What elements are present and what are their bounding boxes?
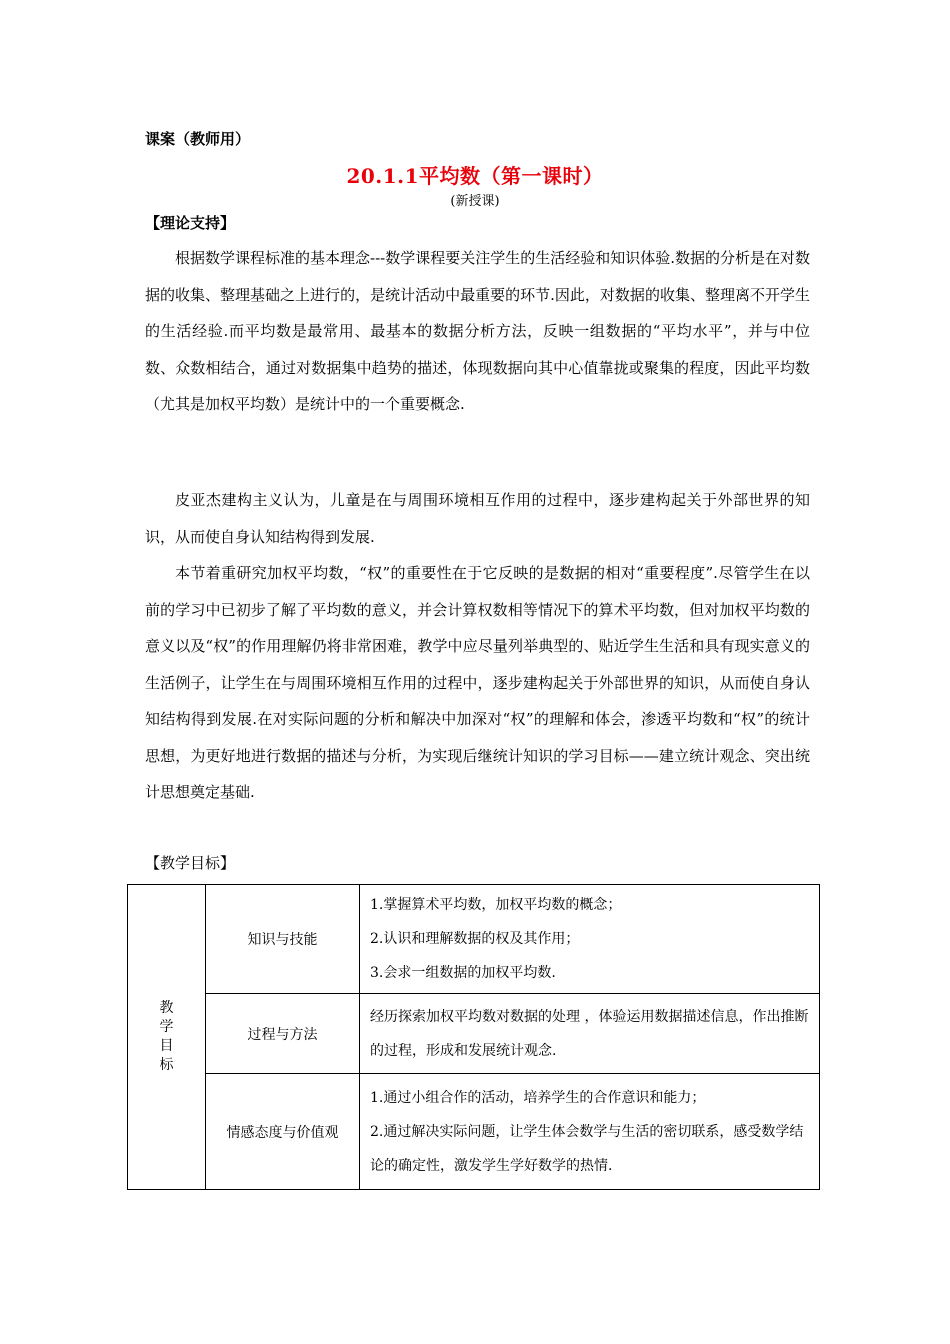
objective-line: 2.通过解决实际问题，让学生体会数学与生活的密切联系，感受数学结论的确定性，激发学生学好数学的热情. [370, 1123, 804, 1174]
objective-line: 经历探索加权平均数对数据的处理 ，体验运用数据描述信息，作出推断的过程，形成和发展统计观念. [370, 1008, 809, 1059]
objective-line: 1.通过小组合作的活动，培养学生的合作意识和能力； [370, 1089, 706, 1106]
document-header-label: 课案（教师用） [145, 130, 251, 148]
objectives-row-label-cell [128, 885, 206, 1190]
theory-paragraph-1: 根据数学课程标准的基本理念---数学课程要关注学生的生活经验和知识体验.数据的分析是在对数据的收集、整理基础之上进行的，是统计活动中最重要的环节.因此，对数据的收集、整理离不开学生的生活经验.而平均数是最常用、最基本的数据分析方法，反映一组数据的“平均水平”，并与中位数、众数相结合，通过对数据集中趋势的描述，体现数据向其中心值靠拢或聚集的程度，因此平均数（尤其是加权平均数）是统计中的一个重要概念. [145, 249, 810, 413]
objectives-heading: 【教学目标】 [145, 854, 236, 872]
category-attitude-values: 情感态度与价值观 [226, 1124, 339, 1141]
objective-line: 2.认识和理解数据的权及其作用； [370, 931, 580, 947]
objectives-table [127, 884, 820, 1190]
category-process-methods: 过程与方法 [247, 1026, 318, 1043]
objectives-row-process [128, 994, 820, 1074]
objectives-row-label: 教学目标 [159, 1000, 174, 1073]
content-cell [360, 1074, 820, 1190]
content-cell [360, 885, 820, 994]
theory-heading: 【理论支持】 [145, 214, 236, 232]
objectives-row-attitude [128, 1074, 820, 1190]
theory-paragraph-3: 本节着重研究加权平均数，“权”的重要性在于它反映的是数据的相对“重要程度”.尽管学生在以前的学习中已初步了解了平均数的意义，并会计算权数相等情况下的算术平均数，但对加权平均数的意义以及“权”的作用理解仍将非常困难，教学中应尽量列举典型的、贴近学生生活和具有现实意义的生活例子，让学生在与周围环境相互作用的过程中，逐步建构起关于外部世界的知识，从而使自身认知结构得到发展.在对实际问题的分析和解决中加深对“权”的理解和体会，渗透平均数和“权”的统计思想，为更好地进行数据的描述与分析，为实现后继统计知识的学习目标——建立统计观念、突出统计思想奠定基础. [145, 564, 810, 801]
category-cell [206, 1074, 360, 1190]
category-knowledge-skills: 知识与技能 [247, 932, 318, 948]
category-cell [206, 994, 360, 1074]
lesson-subtitle: (新授课) [450, 194, 500, 209]
objectives-row-knowledge [128, 885, 820, 994]
content-cell [360, 994, 820, 1074]
lesson-title: 20.1.1平均数（第一课时） [346, 164, 604, 188]
category-cell [206, 885, 360, 994]
objective-line: 1.掌握算术平均数，加权平均数的概念； [370, 897, 622, 913]
theory-paragraph-2: 皮亚杰建构主义认为，儿童是在与周围环境相互作用的过程中，逐步建构起关于外部世界的知识，从而使自身认知结构得到发展. [145, 491, 810, 546]
objective-line: 3.会求一组数据的加权平均数. [370, 965, 556, 981]
